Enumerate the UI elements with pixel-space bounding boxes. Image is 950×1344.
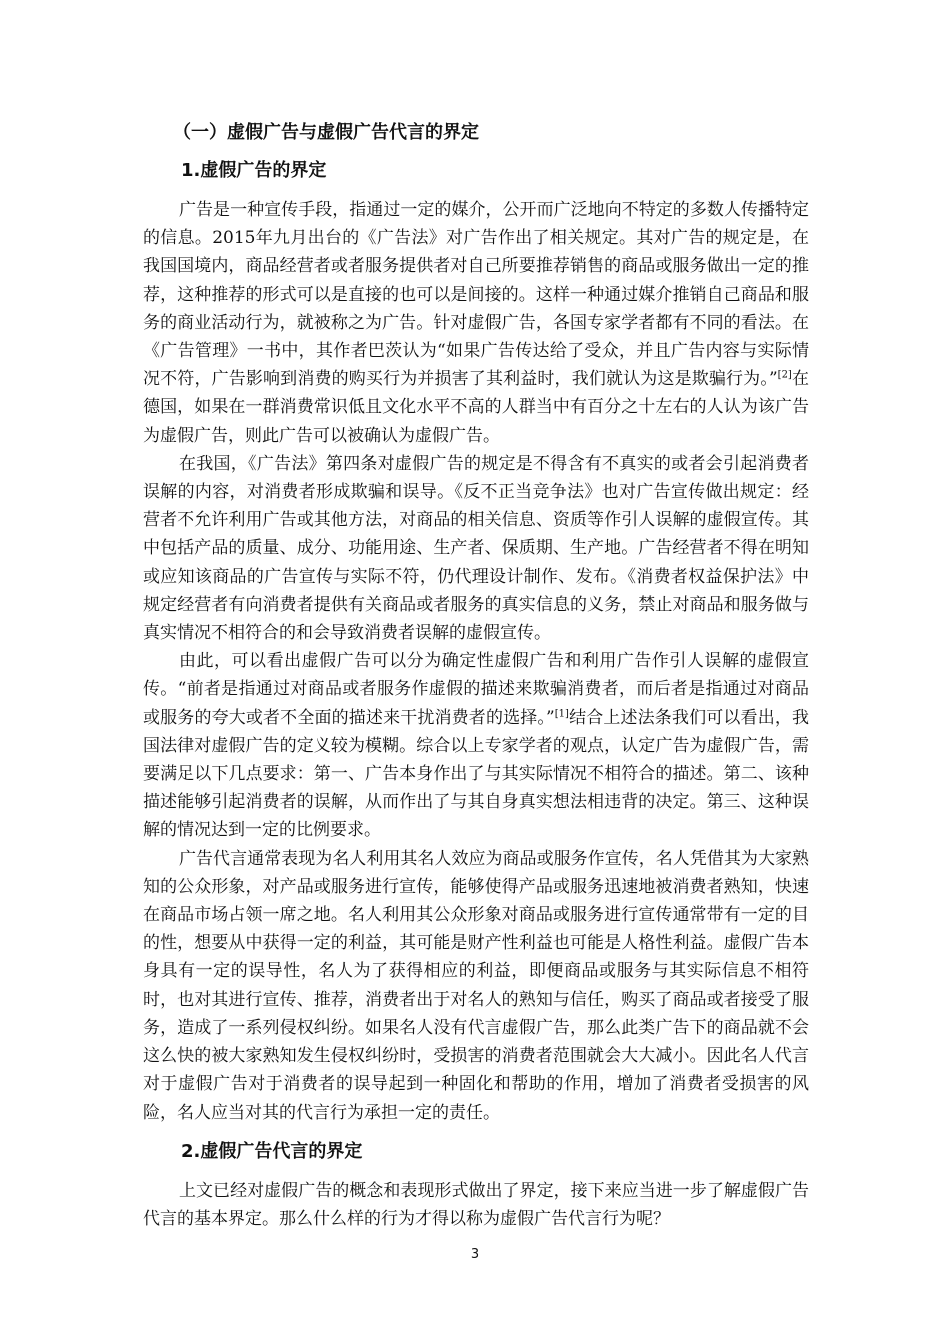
paragraph-1-text-a: 广告是一种宣传手段，指通过一定的媒介，公开而广泛地向不特定的多数人传播特定的信息。2015年九月出台的《广告法》对广告作出了相关规定。其对广告的规定是，在我国国境内，商品经营者或者服务提供者对自己所要推荐销售的商品或服务做出一定的推荐，这种推荐的形式可以是直接的也可以是间接的。这样一种通过媒介推销自己商品和服务的商业活动行为，就被称之为广告。针对虚假广告，各国专家学者都有不同的看法。在《广告管理》一书中，其作者巴茨认为“如果广告传达给了受众，并且广告内容与实际情况不符，广告影响到消费的购买行为并损害了其利益时，我们就认为这是欺骗行为。” xyxy=(143,200,809,390)
citation-ref-2: [2] xyxy=(777,369,792,381)
paragraph-2: 在我国，《广告法》第四条对虚假广告的规定是不得含有不真实的或者会引起消费者误解的内容，对消费者形成欺骗和误导。《反不正当竞争法》也对广告宣传做出规定：经营者不允许利用广告或其他方法，对商品的相关信息、资质等作引人误解的虚假宣传。其中包括产品的质量、成分、功能用途、生产者、保质期、生产地。广告经营者不得在明知或应知该商品的广告宣传与实际不符，仍代理设计制作、发布。《消费者权益保护法》中规定经营者有向消费者提供有关商品或者服务的真实信息的义务，禁止对商品和服务做与真实情况不相符合的和会导致消费者误解的虚假宣传。 xyxy=(143,453,809,644)
page-number: 3 xyxy=(470,1247,480,1262)
paragraph-3 xyxy=(143,647,809,844)
paragraph-4: 广告代言通常表现为名人利用其名人效应为商品或服务作宣传，名人凭借其为大家熟知的公众形象，对产品或服务进行宣传，能够使得产品或服务迅速地被消费者熟知，快速在商品市场占领一席之地。名人利用其公众形象对商品或服务进行宣传通常带有一定的目的性，想要从中获得一定的利益，其可能是财产性利益也可能是人格性利益。虚假广告本身具有一定的误导性，名人为了获得相应的利益，即便商品或服务与其实际信息不相符时，也对其进行宣传、推荐，消费者出于对名人的熟知与信任，购买了商品或者接受了服务，造成了一系列侵权纠纷。如果名人没有代言虚假广告，那么此类广告下的商品就不会这么快的被大家熟知发生侵权纠纷时，受损害的消费者范围就会大大减小。因此名人代言对于虚假广告对于消费者的误导起到一种固化和帮助的作用，增加了消费者受损害的风险，名人应当对其的代言行为承担一定的责任。 xyxy=(143,848,809,1123)
paragraph-1-text-b: 在德国，如果在一群消费常识低且文化水平不高的人群当中有百分之十左右的人认为该广告为虚假广告，则此广告可以被确认为虚假广告。 xyxy=(143,369,809,446)
paragraph-3-text-b: 结合上述法条我们可以看出，我国法律对虚假广告的定义较为模糊。综合以上专家学者的观点，认定广告为虚假广告，需要满足以下几点要求：第一、广告本身作出了与其实际情况不相符合的描述。第二、该种描述能够引起消费者的误解，从而作出了与其自身真实想法相违背的决定。第三、这种误解的情况达到一定的比例要求。 xyxy=(143,707,809,841)
subsection-title-1: 1.虚假广告的界定 xyxy=(181,160,327,181)
citation-ref-1: [1] xyxy=(554,708,569,719)
paragraph-1 xyxy=(143,196,809,450)
paragraph-3-text-a: 由此，可以看出虚假广告可以分为确定性虚假广告和利用广告作引人误解的虚假宣传。“前者是指通过对商品或者服务作虚假的描述来欺骗消费者，而后者是指通过对商品或服务的夸大或者不全面的描述来干扰消费者的选择。” xyxy=(143,651,809,728)
page-content xyxy=(143,118,809,1233)
spacer xyxy=(143,1127,809,1137)
subsection-title-2: 2.虚假广告代言的界定 xyxy=(181,1140,363,1162)
paragraph-5: 上文已经对虚假广告的概念和表现形式做出了界定，接下来应当进一步了解虚假广告代言的基本界定。那么什么样的行为才得以称为虚假广告代言行为呢？ xyxy=(143,1180,809,1229)
section-title: （一）虚假广告与虚假广告代言的界定 xyxy=(173,122,479,143)
